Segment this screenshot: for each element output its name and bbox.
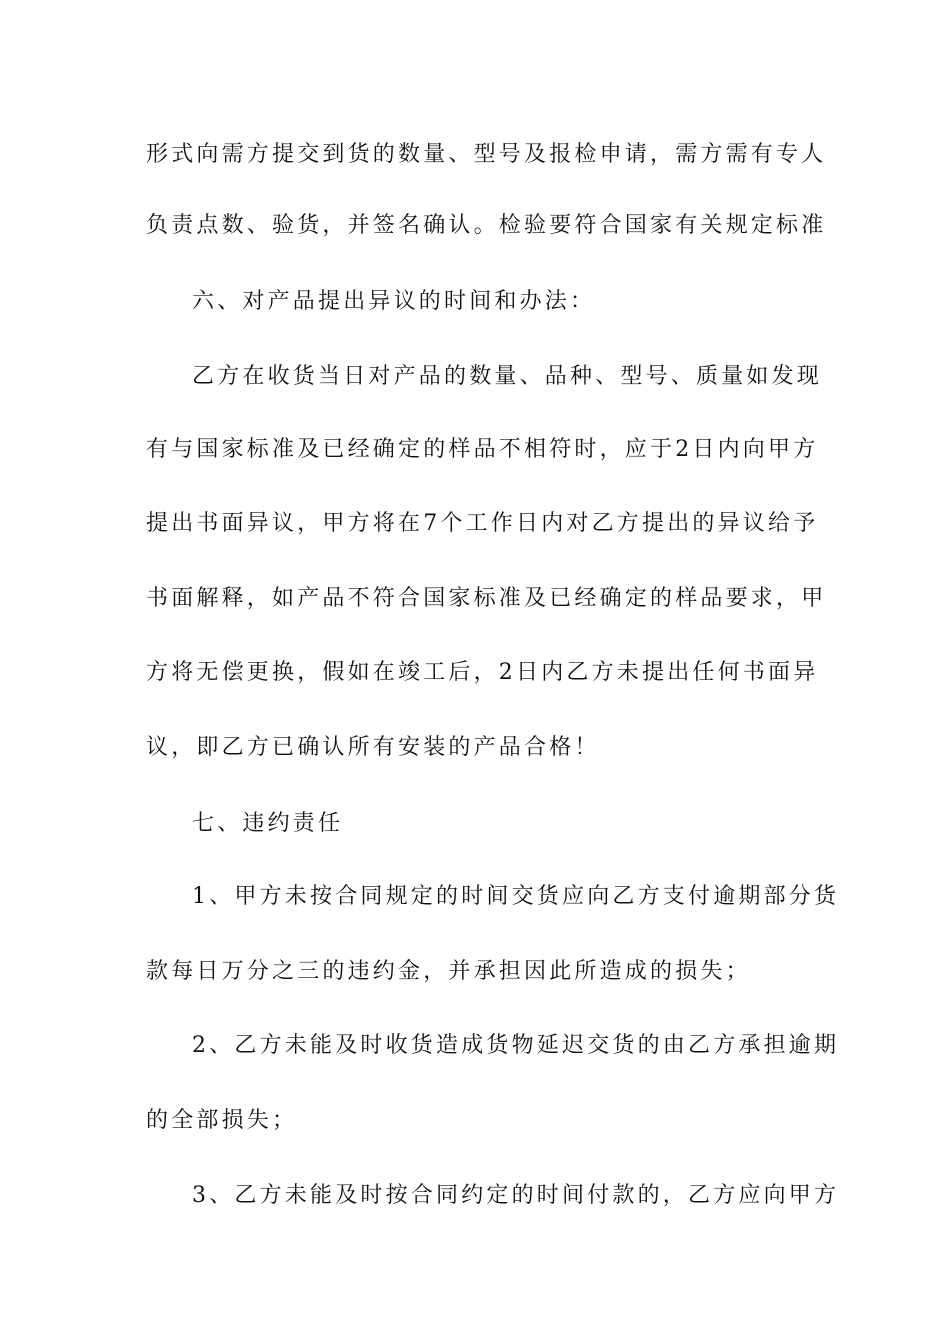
paragraph-start: 3、乙方未能及时按合同约定的时间付款的，乙方应向甲方 bbox=[192, 1183, 840, 1208]
text-line: 书面解释，如产品不符合国家标准及已经确定的样品要求，甲 bbox=[146, 586, 827, 611]
text-line: 负责点数、验货，并签名确认。检验要符合国家有关规定标准 bbox=[146, 213, 827, 238]
text-line: 的全部损失； bbox=[146, 1108, 298, 1133]
section-heading: 六、对产品提出异议的时间和办法： bbox=[192, 289, 596, 314]
section-heading: 七、违约责任 bbox=[192, 811, 344, 836]
text-line: 提出书面异议，甲方将在7个工作日内对乙方提出的异议给予 bbox=[146, 511, 819, 536]
text-line: 方将无偿更换，假如在竣工后，2日内乙方未提出任何书面异 bbox=[146, 660, 819, 685]
paragraph-start: 乙方在收货当日对产品的数量、品种、型号、质量如发现 bbox=[192, 364, 823, 389]
text-line: 形式向需方提交到货的数量、型号及报检申请，需方需有专人 bbox=[146, 142, 827, 167]
text-line: 议，即乙方已确认所有安装的产品合格！ bbox=[146, 735, 600, 760]
paragraph-start: 1、甲方未按合同规定的时间交货应向乙方支付逾期部分货 bbox=[192, 884, 840, 909]
paragraph-start: 2、乙方未能及时收货造成货物延迟交货的由乙方承担逾期 bbox=[192, 1033, 840, 1058]
text-line: 有与国家标准及已经确定的样品不相符时，应于2日内向甲方 bbox=[146, 437, 819, 462]
text-line: 款每日万分之三的违约金，并承担因此所造成的损失； bbox=[146, 959, 751, 984]
